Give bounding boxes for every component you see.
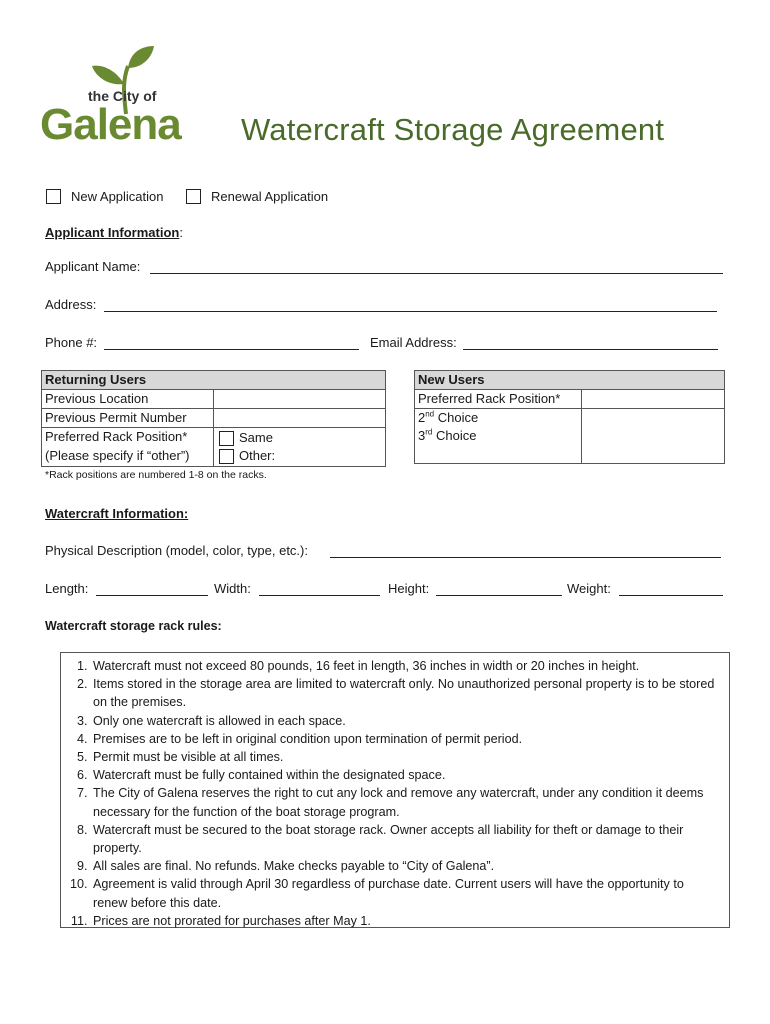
list-item: 8. Watercraft must be secured to the boat storage rack. Owner accepts all liability for theft or damage to their property. — [91, 821, 721, 857]
rules-box — [60, 652, 730, 928]
new-application-checkbox[interactable] — [46, 189, 61, 204]
length-field[interactable] — [96, 595, 208, 596]
weight-label: Weight: — [567, 581, 611, 596]
specify-other-label: (Please specify if “other”) — [42, 447, 214, 467]
list-item: 7. The City of Galena reserves the right to cut any lock and remove any watercraft, under any condition it deems necessary for the function of the boat storage program. — [91, 784, 721, 820]
list-item: 11. Prices are not prorated for purchases after May 1. — [91, 912, 721, 930]
watercraft-info-heading: Watercraft Information: — [45, 506, 189, 521]
email-field[interactable] — [463, 349, 718, 350]
applicant-name-label: Applicant Name: — [45, 259, 141, 274]
address-label: Address: — [45, 297, 97, 312]
list-item: 6. Watercraft must be fully contained within the designated space. — [91, 766, 721, 784]
physical-description-field[interactable] — [330, 557, 721, 558]
height-label: Height: — [388, 581, 430, 596]
empty-cell — [415, 445, 582, 464]
second-choice-text: Choice — [434, 410, 479, 425]
heading-colon: : — [179, 225, 183, 240]
phone-label: Phone #: — [45, 335, 98, 350]
other-checkbox[interactable] — [219, 449, 234, 464]
email-label: Email Address: — [370, 335, 457, 350]
phone-field[interactable] — [104, 349, 359, 350]
logo-text-line1: the City of — [88, 88, 157, 104]
rules-list — [61, 653, 729, 930]
applicant-info-heading-text: Applicant Information — [45, 225, 180, 240]
height-field[interactable] — [436, 595, 562, 596]
table-row — [42, 409, 386, 428]
table-row — [42, 390, 386, 409]
page-title: Watercraft Storage Agreement — [241, 112, 665, 147]
previous-location-label: Previous Location — [42, 390, 214, 409]
new-users-table — [414, 370, 725, 464]
first-choice-field[interactable] — [582, 390, 725, 409]
choices-field[interactable] — [582, 409, 725, 464]
list-item: 4. Premises are to be left in original condition upon termination of permit period. — [91, 730, 721, 748]
new-application-label: New Application — [71, 189, 164, 204]
renewal-application-label: Renewal Application — [211, 189, 329, 204]
list-item: 10. Agreement is valid through April 30 regardless of purchase date. Current users will have the opportunity to renew before this date. — [91, 875, 721, 911]
list-item: 5. Permit must be visible at all times. — [91, 748, 721, 766]
length-label: Length: — [45, 581, 89, 596]
third-choice-number: 3 — [418, 428, 426, 443]
same-label: Same — [239, 430, 273, 445]
city-of-galena-logo — [38, 44, 223, 144]
third-choice-suffix: rd — [425, 427, 433, 437]
other-label: Other: — [239, 448, 276, 463]
sprout-logo-icon — [38, 44, 223, 144]
list-item: 1. Watercraft must not exceed 80 pounds, 16 feet in length, 36 inches in width or 20 inches in height. — [91, 657, 721, 675]
table-header-row — [415, 371, 725, 390]
table-header-row — [42, 371, 386, 390]
rack-note: *Rack positions are numbered 1-8 on the racks. — [45, 469, 267, 481]
table-row — [415, 409, 725, 428]
list-item: 2. Items stored in the storage area are limited to watercraft only. No unauthorized personal property is to be stored on the premises. — [91, 675, 721, 711]
returning-users-table — [41, 370, 386, 467]
same-option — [219, 429, 380, 447]
same-checkbox[interactable] — [219, 431, 234, 446]
preferred-rack-position-label: Preferred Rack Position* — [415, 390, 582, 409]
other-option — [219, 447, 380, 465]
applicant-info-heading — [45, 225, 183, 240]
table-row — [415, 390, 725, 409]
renewal-application-checkbox[interactable] — [186, 189, 201, 204]
previous-location-field[interactable] — [214, 390, 386, 409]
rules-heading: Watercraft storage rack rules: — [45, 619, 222, 633]
second-choice-suffix: nd — [425, 409, 435, 419]
width-field[interactable] — [259, 595, 380, 596]
returning-users-header: Returning Users — [42, 371, 386, 390]
weight-field[interactable] — [619, 595, 723, 596]
new-users-header: New Users — [415, 371, 725, 390]
rack-choice-cell — [214, 428, 386, 467]
list-item: 3. Only one watercraft is allowed in each space. — [91, 712, 721, 730]
width-label: Width: — [214, 581, 251, 596]
preferred-rack-label: Preferred Rack Position* — [42, 428, 214, 448]
third-choice-label — [415, 427, 582, 445]
logo-text-line2: Galena — [40, 100, 181, 144]
list-item: 9. All sales are final. No refunds. Make checks payable to “City of Galena”. — [91, 857, 721, 875]
previous-permit-field[interactable] — [214, 409, 386, 428]
address-field[interactable] — [104, 311, 717, 312]
second-choice-number: 2 — [418, 410, 426, 425]
second-choice-label — [415, 409, 582, 428]
applicant-name-field[interactable] — [150, 273, 723, 274]
previous-permit-label: Previous Permit Number — [42, 409, 214, 428]
third-choice-text: Choice — [432, 428, 477, 443]
physical-description-label: Physical Description (model, color, type, etc.): — [45, 543, 308, 558]
table-row — [42, 428, 386, 448]
